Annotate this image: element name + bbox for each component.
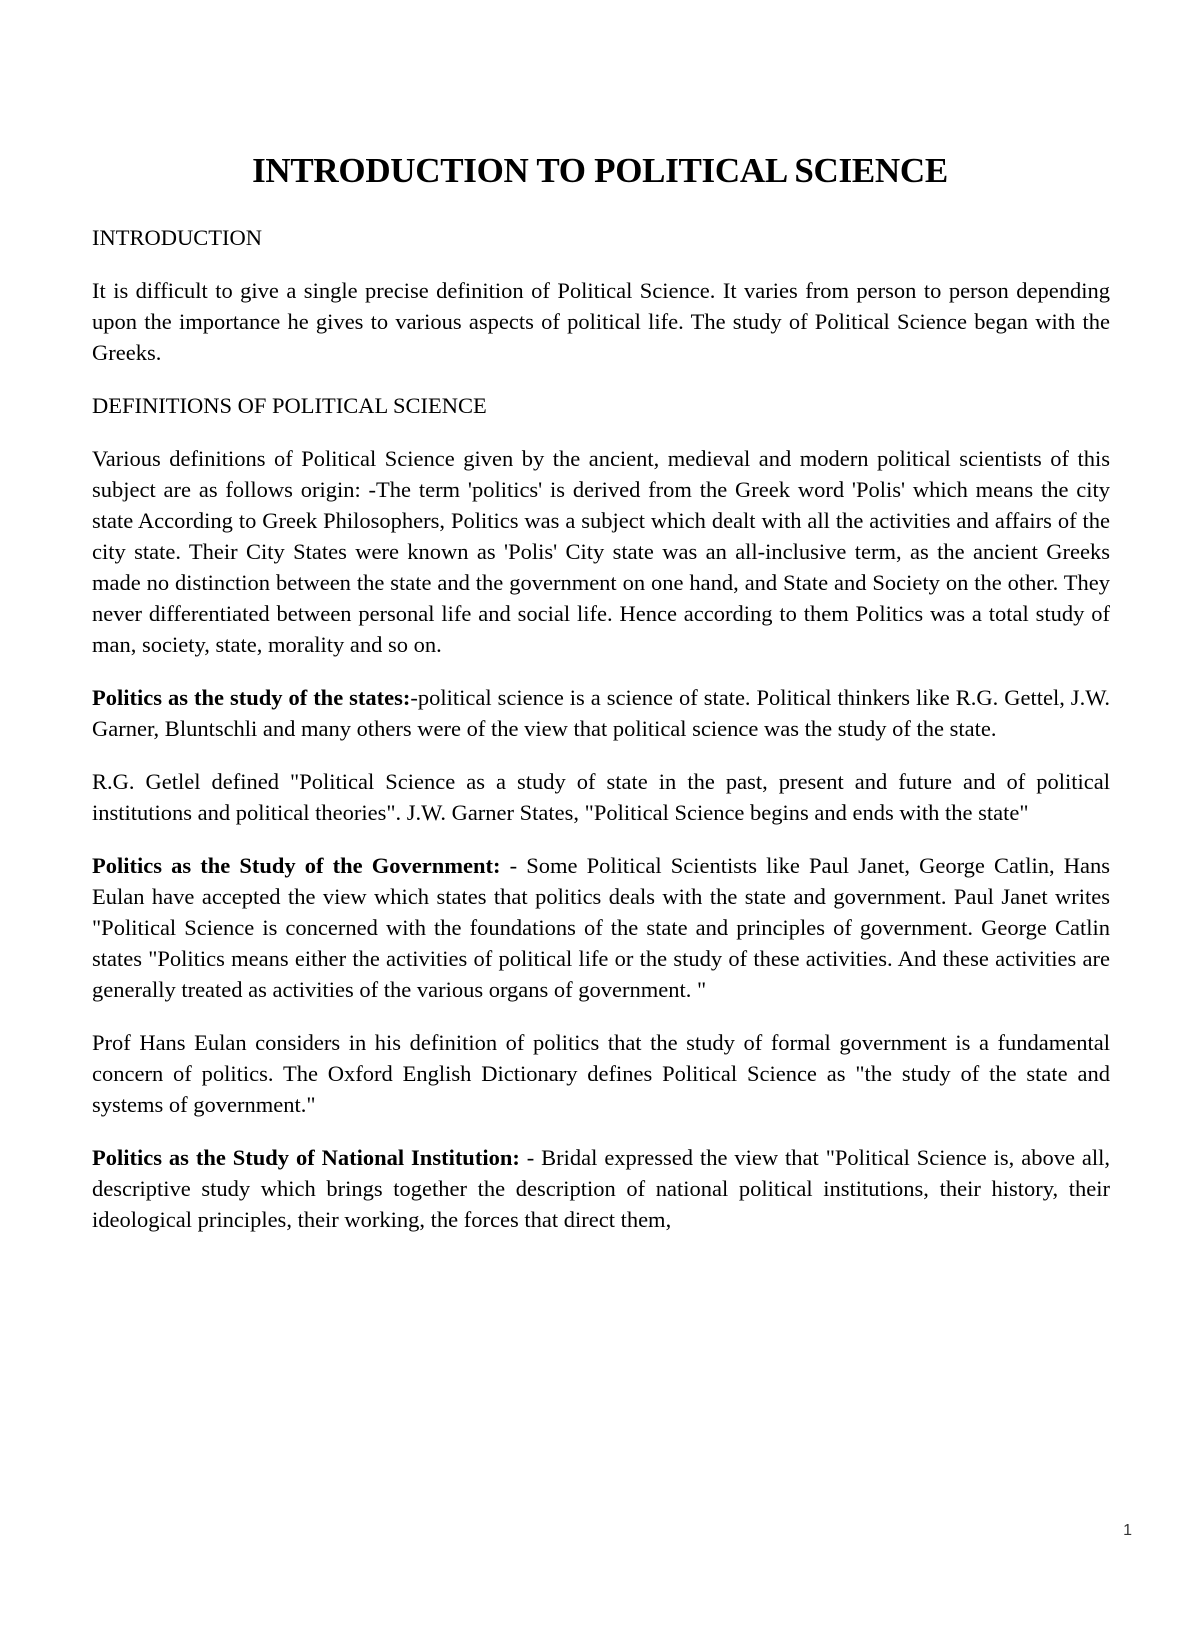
page-number: 1: [1123, 1522, 1132, 1539]
study-of-government-paragraph: [92, 850, 1110, 1005]
study-of-states-lead: Politics as the study of the states:: [92, 685, 411, 710]
study-of-government-text: - Some Political Scientists like Paul Janet, George Catlin, Hans Eulan have accepted the view which states that politics deals with the state and government. Paul Janet writes "Political Science is concerned with the foundations of the state and principles of government. George Catlin states "Politics means either the activities of political life or the study of these activities. And these activities are generally treated as activities of the various organs of government. ": [92, 853, 1111, 1002]
national-institution-paragraph: [92, 1142, 1110, 1235]
national-institution-lead: Politics as the Study of National Institution:: [92, 1145, 520, 1170]
getlel-definition-paragraph: R.G. Getlel defined "Political Science as a study of state in the past, present and future and of political institutions and political theories". J.W. Garner States, "Political Science begins and ends with the state": [92, 769, 1110, 825]
national-institution-text: - Bridal expressed the view that "Political Science is, above all, descriptive study which brings together the description of national political institutions, their history, their ideological principles, their working, the forces that direct them,: [92, 1145, 1110, 1232]
definitions-heading: DEFINITIONS OF POLITICAL SCIENCE: [92, 393, 487, 418]
document-body: [92, 222, 1110, 1257]
study-of-states-text: -political science is a science of state. Political thinkers like R.G. Gettel, J.W. Garner, Bluntschli and many others were of the view that political science was the study of the state.: [92, 685, 1110, 741]
definitions-paragraph: Various definitions of Political Science given by the ancient, medieval and modern political scientists of this subject are as follows origin: -The term 'politics' is derived from the Greek word 'Polis' which means the city state According to Greek Philosophers, Politics was a subject which dealt with all the activities and affairs of the city state. Their City States were known as 'Polis' City state was an all-inclusive term, as the ancient Greeks made no distinction between the state and the government on one hand, and State and Society on the other. They never differentiated between personal life and social life. Hence according to them Politics was a total study of man, society, state, morality and so on.: [92, 446, 1110, 657]
study-of-states-paragraph: [92, 682, 1110, 744]
study-of-government-lead: Politics as the Study of the Government:: [92, 853, 501, 878]
introduction-paragraph: It is difficult to give a single precise definition of Political Science. It varies from person to person depending upon the importance he gives to various aspects of political life. The study of Political Science began with the Greeks.: [92, 278, 1110, 365]
introduction-heading: INTRODUCTION: [92, 225, 262, 250]
document-title: INTRODUCTION TO POLITICAL SCIENCE: [252, 151, 948, 190]
eulan-definition-paragraph: Prof Hans Eulan considers in his definition of politics that the study of formal government is a fundamental concern of politics. The Oxford English Dictionary defines Political Science as "the study of the state and systems of government.": [92, 1030, 1110, 1117]
